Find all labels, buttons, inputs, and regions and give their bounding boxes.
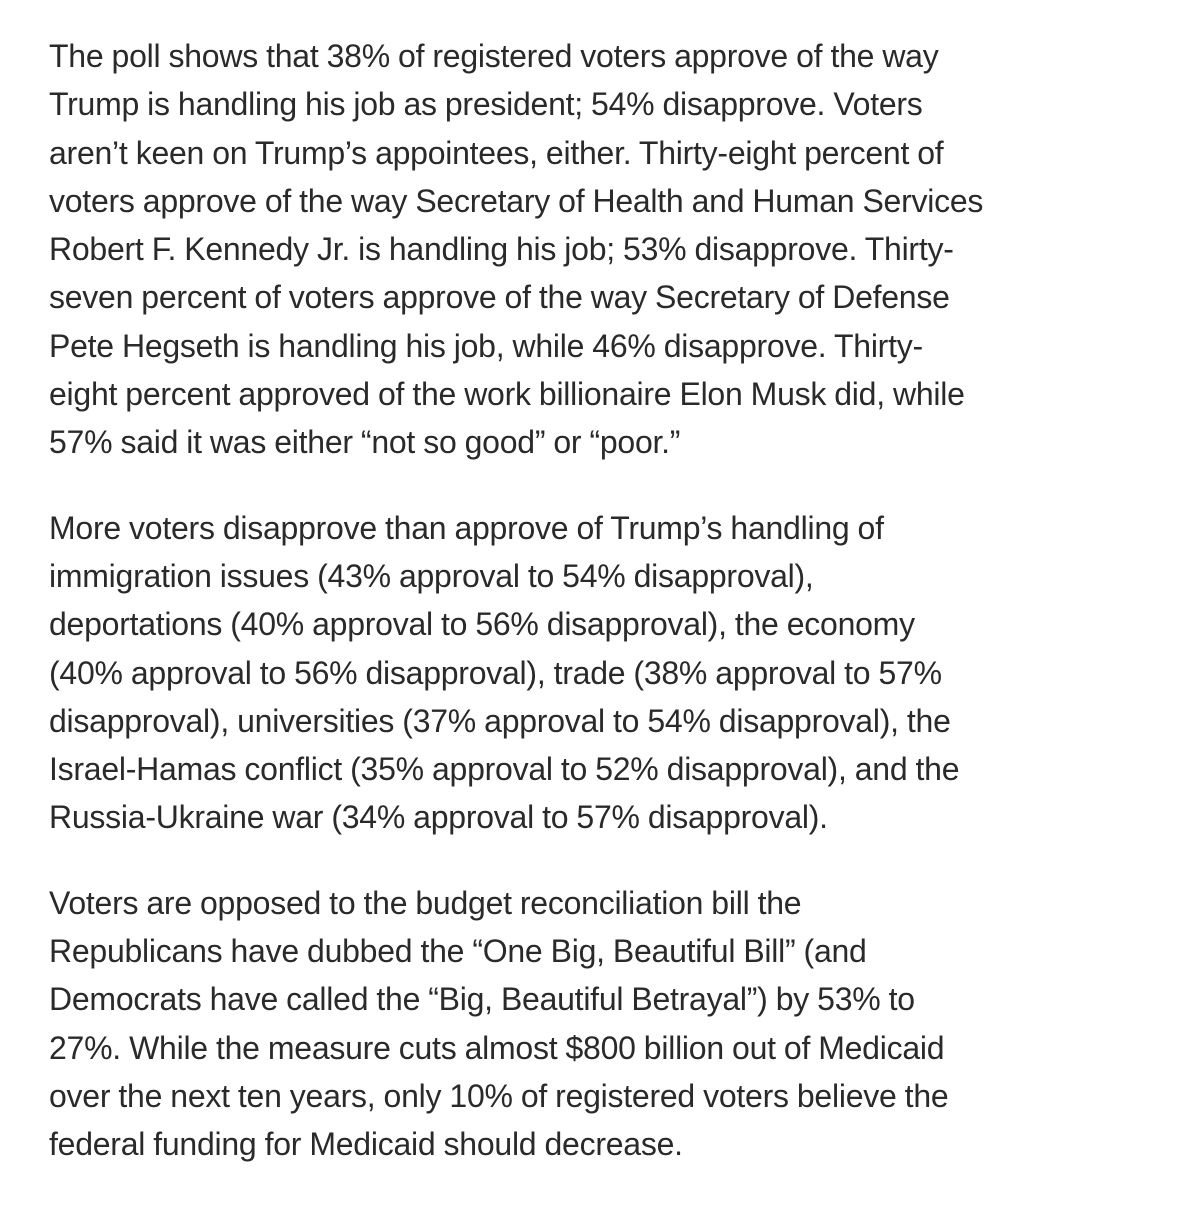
text-line: More voters disapprove than approve of Trump’s handling of bbox=[49, 509, 884, 546]
text-line: (40% approval to 56% disapproval), trade (38% approval to 57% bbox=[49, 654, 942, 691]
text-line: seven percent of voters approve of the way Secretary of Defense bbox=[49, 279, 950, 316]
text-line: immigration issues (43% approval to 54% disapproval), bbox=[49, 557, 814, 594]
text-line: over the next ten years, only 10% of registered voters believe the bbox=[49, 1077, 949, 1114]
text-line: Russia-Ukraine war (34% approval to 57% disapproval). bbox=[49, 799, 828, 836]
text-line: The poll shows that 38% of registered voters approve of the way bbox=[49, 38, 939, 74]
paragraph-budget-bill bbox=[49, 879, 1149, 1169]
text-line: eight percent approved of the work billionaire Elon Musk did, while bbox=[49, 376, 965, 413]
text-line: deportations (40% approval to 56% disapproval), the economy bbox=[49, 606, 915, 643]
text-line: 27%. While the measure cuts almost $800 billion out of Medicaid bbox=[49, 1029, 945, 1066]
text-line: aren’t keen on Trump’s appointees, either. Thirty-eight percent of bbox=[49, 134, 944, 171]
text-line: Robert F. Kennedy Jr. is handling his job; 53% disapprove. Thirty- bbox=[49, 231, 954, 268]
text-line: Israel-Hamas conflict (35% approval to 52% disapproval), and the bbox=[49, 751, 960, 788]
text-line: Pete Hegseth is handling his job, while 46% disapprove. Thirty- bbox=[49, 327, 923, 364]
text-line: Republicans have dubbed the “One Big, Beautiful Bill” (and bbox=[49, 933, 867, 970]
text-line: Voters are opposed to the budget reconciliation bill the bbox=[49, 884, 802, 921]
text-line: Democrats have called the “Big, Beautiful Betrayal”) by 53% to bbox=[49, 981, 915, 1018]
text-line: 57% said it was either “not so good” or “poor.” bbox=[49, 424, 681, 461]
text-line: federal funding for Medicaid should decrease. bbox=[49, 1126, 683, 1163]
paragraph-issue-approval bbox=[49, 504, 1149, 842]
text-line: disapproval), universities (37% approval to 54% disapproval), the bbox=[49, 702, 951, 739]
text-line: voters approve of the way Secretary of Health and Human Services bbox=[49, 182, 984, 219]
text-line: Trump is handling his job as president; 54% disapprove. Voters bbox=[49, 86, 923, 123]
article-body bbox=[49, 32, 1149, 1169]
paragraph-poll-approval bbox=[49, 32, 1149, 467]
